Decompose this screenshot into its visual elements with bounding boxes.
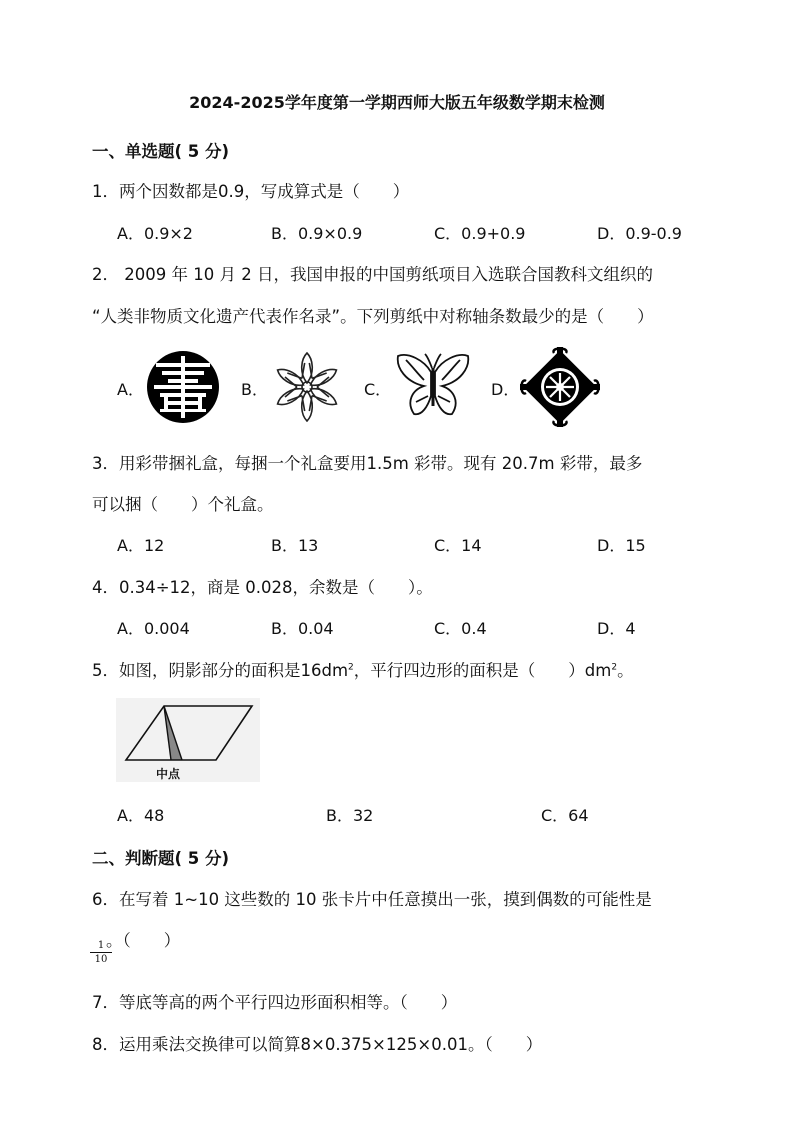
page-title: 2024-2025学年度第一学期西师大版五年级数学期末检测	[189, 93, 605, 112]
q5-option-c[interactable]: C．64	[541, 806, 589, 825]
question-2-line-1: 2． 2009 年 10 月 2 日，我国申报的中国剪纸项目入选联合国教科文组织的	[92, 265, 653, 284]
q5-option-a[interactable]: A．48	[117, 806, 165, 825]
q2-option-a[interactable]: A．	[117, 380, 144, 399]
question-1-text: 1．两个因数都是0.9，写成算式是（ ）	[92, 182, 410, 201]
q1-option-d[interactable]: D．0.9-0.9	[597, 224, 682, 243]
q3-option-b[interactable]: B．13	[271, 536, 319, 555]
papercut-flower-icon	[266, 348, 348, 426]
q3-option-c[interactable]: C．14	[434, 536, 482, 555]
papercut-lattice-medallion-icon	[518, 346, 602, 428]
midpoint-label: 中点	[156, 767, 181, 781]
q4-option-c[interactable]: C．0.4	[434, 619, 487, 638]
q4-option-a[interactable]: A．0.004	[117, 619, 190, 638]
question-4-text: 4．0.34÷12，商是 0.028，余数是（ ）。	[92, 578, 433, 597]
q5-text-c: 。	[617, 661, 634, 680]
q4-option-b[interactable]: B．0.04	[271, 619, 334, 638]
q1-option-c[interactable]: C．0.9+0.9	[434, 224, 526, 243]
papercut-double-happiness-icon	[146, 350, 220, 424]
q5-sup-a: 2	[348, 662, 354, 673]
q5-sup-b: 2	[611, 662, 618, 673]
q5-text-a: 5．如图，阴影部分的面积是16dm	[92, 661, 349, 680]
q5-option-b[interactable]: B．32	[326, 806, 374, 825]
q3-option-d[interactable]: D．15	[597, 536, 646, 555]
section-heading-true-false: 二、判断题( 5 分)	[92, 849, 230, 868]
question-3-line-1: 3．用彩带捆礼盒，每捆一个礼盒要用1.5m 彩带。现有 20.7m 彩带，最多	[92, 454, 643, 473]
parallelogram-figure	[116, 698, 260, 782]
question-8-text: 8．运用乘法交换律可以简算8×0.375×125×0.01。（ ）	[92, 1035, 543, 1054]
fraction-bar	[90, 952, 112, 953]
q2-option-b[interactable]: B．	[241, 380, 268, 399]
q2-option-c[interactable]: C．	[364, 380, 392, 399]
q2-option-d[interactable]: D．	[491, 380, 520, 399]
q5-text-b: ，平行四边形的面积是（ ）dm	[353, 661, 612, 680]
section-heading-single-choice: 一、单选题( 5 分)	[92, 142, 230, 161]
papercut-butterfly-icon	[394, 352, 472, 422]
q4-option-d[interactable]: D．4	[597, 619, 636, 638]
q1-option-b[interactable]: B．0.9×0.9	[271, 224, 363, 243]
question-2-line-2: “人类非物质文化遗产代表作名录”。下列剪纸中对称轴条数最少的是（ ）	[92, 307, 654, 326]
question-7-text: 7．等底等高的两个平行四边形面积相等。（ ）	[92, 993, 458, 1012]
question-3-line-2: 可以捆（ ）个礼盒。	[92, 495, 274, 514]
question-6-line-1: 6．在写着 1~10 这些数的 10 张卡片中任意摸出一张，摸到偶数的可能性是	[92, 890, 652, 909]
fraction-numerator: 1	[97, 940, 105, 951]
fraction-denominator: 10	[94, 954, 108, 965]
q3-option-a[interactable]: A．12	[117, 536, 165, 555]
parallelogram-diagram	[116, 698, 260, 782]
question-6-line-2: 。（ ）	[106, 931, 181, 950]
question-5-text	[92, 657, 634, 681]
q1-option-a[interactable]: A．0.9×2	[117, 224, 193, 243]
